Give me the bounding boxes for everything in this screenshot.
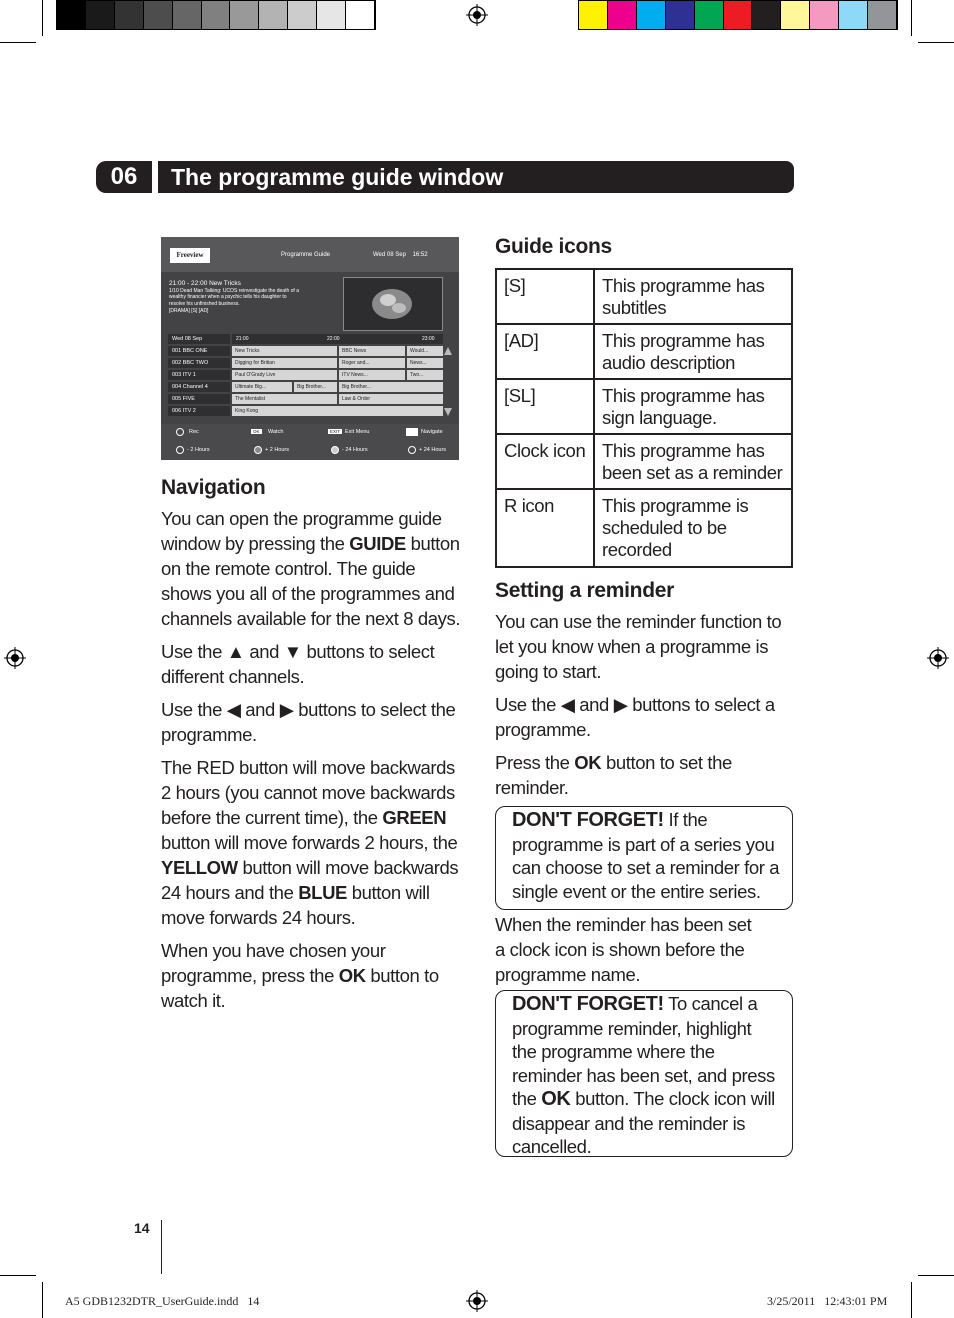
rec-label: Rec bbox=[189, 429, 199, 435]
yellow-keyword: YELLOW bbox=[161, 857, 238, 878]
text-run: buttons to select a programme. bbox=[495, 694, 775, 740]
exit-key-icon: EXIT bbox=[330, 429, 341, 434]
page-divider bbox=[161, 1220, 162, 1274]
ok-keyword: OK bbox=[338, 965, 366, 986]
red-keyword: RED bbox=[196, 757, 235, 778]
table-row bbox=[496, 379, 792, 434]
color-swatch bbox=[695, 1, 724, 29]
guide-icons-table bbox=[495, 268, 793, 568]
color-swatch bbox=[57, 1, 86, 29]
text-run: button to set the reminder. bbox=[495, 752, 732, 798]
color-swatch bbox=[868, 1, 897, 29]
color-swatch bbox=[839, 1, 868, 29]
text-run: buttons to select the programme. bbox=[161, 699, 456, 745]
minus-24-hours-label: - 24 Hours bbox=[342, 447, 368, 453]
dont-forget-note bbox=[495, 990, 793, 1157]
text-run: button will move forwards 24 hours. bbox=[161, 882, 430, 928]
description-cell: This programme has been set as a reminder bbox=[594, 434, 792, 489]
info-line: 1/10 Dead Man Talking: UCOS reinvestigate the death of a bbox=[169, 288, 299, 294]
green-button-icon bbox=[254, 446, 262, 454]
icon-cell: [SL] bbox=[496, 379, 594, 434]
crop-mark bbox=[42, 1282, 43, 1318]
navigation-paragraph bbox=[161, 938, 461, 1013]
plus-24-hours-label: + 24 Hours bbox=[419, 447, 447, 453]
registration-mark-icon bbox=[927, 647, 949, 669]
channel-name: 002 BBC TWO bbox=[168, 358, 230, 368]
text-run: button to watch it. bbox=[161, 965, 439, 1011]
slug-filename: A5 GDB1232DTR_UserGuide.indd 14 bbox=[65, 1294, 260, 1308]
text-run: and bbox=[240, 699, 280, 720]
scroll-down-icon[interactable] bbox=[444, 408, 452, 416]
table-row bbox=[496, 324, 792, 379]
navigation-paragraph bbox=[161, 755, 461, 930]
channel-row[interactable] bbox=[168, 382, 443, 392]
programme-cell[interactable]: Roger and... bbox=[339, 358, 405, 368]
programme-cell[interactable]: ITV News... bbox=[339, 370, 405, 380]
guide-datetime: Wed 08 Sep 16:52 bbox=[373, 252, 428, 258]
navigate-label: Navigate bbox=[421, 429, 443, 435]
red-button-icon bbox=[176, 446, 184, 454]
description-cell: This programme has audio description bbox=[594, 324, 792, 379]
crop-mark bbox=[911, 1282, 912, 1318]
guide-header-bar bbox=[161, 237, 459, 272]
registration-mark-icon bbox=[466, 1290, 488, 1312]
color-swatch bbox=[259, 1, 288, 29]
description-cell: This programme is scheduled to be recorded bbox=[594, 489, 792, 567]
table-row bbox=[496, 489, 792, 567]
color-swatch bbox=[288, 1, 317, 29]
color-swatch bbox=[86, 1, 115, 29]
note-text: If the programme is part of a series you can choose to set a reminder for a single event or the entire series. bbox=[512, 809, 780, 902]
color-swatch bbox=[608, 1, 637, 29]
programme-cell[interactable]: Ultimate Big... bbox=[232, 382, 292, 392]
info-title: 21:00 - 22:00 New Tricks bbox=[169, 280, 241, 287]
time-label: 23:00 bbox=[422, 336, 435, 342]
blue-keyword: BLUE bbox=[298, 882, 347, 903]
text-run: button will move backwards 24 hours and the bbox=[161, 857, 459, 903]
note-text: To cancel a programme reminder, highlight the programme where the reminder has been set, and press the bbox=[512, 993, 775, 1109]
text-run: button will move forwards 2 hours, the bbox=[161, 832, 458, 853]
channel-row[interactable] bbox=[168, 406, 443, 416]
programme-cell[interactable]: Paul O'Grady Live bbox=[232, 370, 337, 380]
channel-name: 006 ITV 2 bbox=[168, 406, 230, 416]
table-row bbox=[496, 434, 792, 489]
icon-cell: [S] bbox=[496, 269, 594, 324]
color-swatch bbox=[724, 1, 753, 29]
channel-name: 005 FIVE bbox=[168, 394, 230, 404]
text-run: button on the remote control. The guide shows you all of the programmes and channels available for the next 8 days. bbox=[161, 533, 461, 629]
programme-cell[interactable]: Would... bbox=[407, 346, 443, 356]
slug-timestamp: 3/25/2011 12:43:01 PM bbox=[767, 1294, 888, 1308]
reminder-paragraph: You can use the reminder function to let you know when a programme is going to start. bbox=[495, 611, 782, 682]
color-swatch bbox=[752, 1, 781, 29]
color-swatch bbox=[230, 1, 259, 29]
programme-cell[interactable]: The Mentalist bbox=[232, 394, 337, 404]
programme-cell[interactable]: Two... bbox=[407, 370, 443, 380]
channel-row[interactable] bbox=[168, 394, 443, 404]
programme-cell[interactable]: Big Brother... bbox=[294, 382, 337, 392]
info-line: [DRAMA] [S] [AD] bbox=[169, 308, 209, 314]
down-arrow-icon: ▼ bbox=[283, 641, 302, 662]
programme-cell[interactable]: New Tricks bbox=[232, 346, 337, 356]
table-row bbox=[496, 269, 792, 324]
scroll-up-icon[interactable] bbox=[444, 347, 452, 355]
text-run: and bbox=[574, 694, 614, 715]
color-swatch bbox=[666, 1, 695, 29]
text-run: Use the bbox=[161, 699, 227, 720]
ok-keyword: OK bbox=[574, 752, 602, 773]
channel-row[interactable] bbox=[168, 370, 443, 380]
right-arrow-icon: ▶ bbox=[613, 694, 628, 715]
left-arrow-icon: ◀ bbox=[560, 694, 575, 715]
crop-mark bbox=[918, 42, 954, 43]
navigation-text bbox=[161, 506, 461, 1021]
description-cell: This programme has sign language. bbox=[594, 379, 792, 434]
crop-mark bbox=[911, 0, 912, 36]
color-swatch bbox=[346, 1, 375, 29]
channel-name: 001 BBC ONE bbox=[168, 346, 230, 356]
color-swatch bbox=[115, 1, 144, 29]
navigation-paragraph bbox=[161, 639, 461, 689]
guide-icons-heading: Guide icons bbox=[495, 235, 612, 258]
description-cell: This programme has subtitles bbox=[594, 269, 792, 324]
text-run: You can open the programme guide window by pressing the bbox=[161, 508, 442, 554]
dont-forget-note bbox=[495, 806, 793, 910]
text-run: button will move backwards 2 hours (you cannot move backwards before the current time), the bbox=[161, 757, 455, 828]
reminder-paragraph: When the reminder has been set a clock icon is shown before the programme name. bbox=[495, 914, 752, 985]
info-line: wealthy financier when a psychic tells his daughter to bbox=[169, 294, 287, 300]
section-title: The programme guide window bbox=[158, 161, 794, 193]
time-label: 22:00 bbox=[327, 336, 340, 342]
text-run: buttons to select different channels. bbox=[161, 641, 435, 687]
grey-swatch-bar bbox=[56, 0, 376, 30]
reminder-paragraph bbox=[495, 750, 795, 800]
rec-icon bbox=[176, 428, 184, 436]
channel-row[interactable] bbox=[168, 358, 443, 368]
channel-row[interactable] bbox=[168, 346, 443, 356]
programme-cell[interactable]: Big Brother... bbox=[339, 382, 443, 392]
exit-menu-label: Exit Menu bbox=[345, 429, 370, 435]
color-swatch-bar bbox=[578, 0, 898, 30]
text-run: Press the bbox=[495, 752, 575, 773]
registration-mark-icon bbox=[466, 4, 488, 26]
watch-label: Watch bbox=[268, 429, 284, 435]
icon-cell: Clock icon bbox=[496, 434, 594, 489]
section-number: 06 bbox=[96, 161, 152, 193]
color-swatch bbox=[637, 1, 666, 29]
info-line: resolve his unfinished business. bbox=[169, 301, 240, 307]
text-run: Use the bbox=[161, 641, 227, 662]
guide-footer bbox=[161, 424, 459, 460]
icon-cell: R icon bbox=[496, 489, 594, 567]
programme-cell[interactable]: News... bbox=[407, 358, 443, 368]
reminder-heading: Setting a reminder bbox=[495, 579, 674, 602]
programme-thumbnail bbox=[343, 277, 443, 331]
color-swatch bbox=[173, 1, 202, 29]
crop-mark bbox=[42, 0, 43, 36]
icon-cell: [AD] bbox=[496, 324, 594, 379]
registration-mark-icon bbox=[4, 647, 26, 669]
text-run: and bbox=[244, 641, 284, 662]
crop-mark bbox=[0, 1275, 36, 1276]
programme-cell[interactable]: Digging for Britian bbox=[232, 358, 337, 368]
text-run: Use the bbox=[495, 694, 561, 715]
text-run: The bbox=[161, 757, 197, 778]
freeview-logo: Freeview bbox=[170, 248, 210, 263]
programme-cell[interactable]: BBC News bbox=[339, 346, 405, 356]
time-axis bbox=[232, 334, 443, 344]
ok-keyword: OK bbox=[541, 1088, 571, 1110]
dont-forget-label: DON'T FORGET! bbox=[512, 993, 664, 1015]
channel-name: 003 ITV 1 bbox=[168, 370, 230, 380]
color-swatch bbox=[579, 1, 608, 29]
navigation-paragraph bbox=[161, 506, 461, 631]
note-text: button. The clock icon will disappear and the reminder is cancelled. bbox=[512, 1088, 775, 1157]
color-swatch bbox=[144, 1, 173, 29]
navigation-paragraph bbox=[161, 697, 461, 747]
color-swatch bbox=[317, 1, 346, 29]
programme-cell[interactable]: King Kong bbox=[232, 406, 443, 416]
blue-button-icon bbox=[408, 446, 416, 454]
crop-mark bbox=[0, 42, 36, 43]
plus-2-hours-label: + 2 Hours bbox=[265, 447, 289, 453]
minus-2-hours-label: - 2 Hours bbox=[187, 447, 210, 453]
dont-forget-label: DON'T FORGET! bbox=[512, 809, 664, 831]
reminder-text bbox=[495, 609, 795, 808]
reminder-paragraph bbox=[495, 692, 795, 742]
time-label: 21:00 bbox=[236, 336, 249, 342]
grid-date: Wed 08 Sep bbox=[168, 334, 230, 344]
text-run: When you have chosen your programme, press the bbox=[161, 940, 386, 986]
ok-key-icon: OK bbox=[253, 429, 260, 434]
green-keyword: GREEN bbox=[382, 807, 447, 828]
color-swatch bbox=[781, 1, 810, 29]
left-arrow-icon: ◀ bbox=[226, 699, 241, 720]
channel-name: 004 Channel 4 bbox=[168, 382, 230, 392]
crop-mark bbox=[918, 1275, 954, 1276]
page-number: 14 bbox=[134, 1220, 150, 1236]
time-bar bbox=[168, 334, 443, 344]
guide-title: Programme Guide bbox=[281, 252, 331, 258]
yellow-button-icon bbox=[331, 446, 339, 454]
programme-cell[interactable]: Law & Order bbox=[339, 394, 443, 404]
right-arrow-icon: ▶ bbox=[279, 699, 294, 720]
programme-guide-screenshot bbox=[161, 237, 459, 460]
up-arrow-icon: ▲ bbox=[226, 641, 245, 662]
color-swatch bbox=[810, 1, 839, 29]
navigate-arrows-icon bbox=[406, 428, 418, 436]
navigation-heading: Navigation bbox=[161, 476, 266, 499]
color-swatch bbox=[202, 1, 231, 29]
guide-keyword: GUIDE bbox=[349, 533, 406, 554]
